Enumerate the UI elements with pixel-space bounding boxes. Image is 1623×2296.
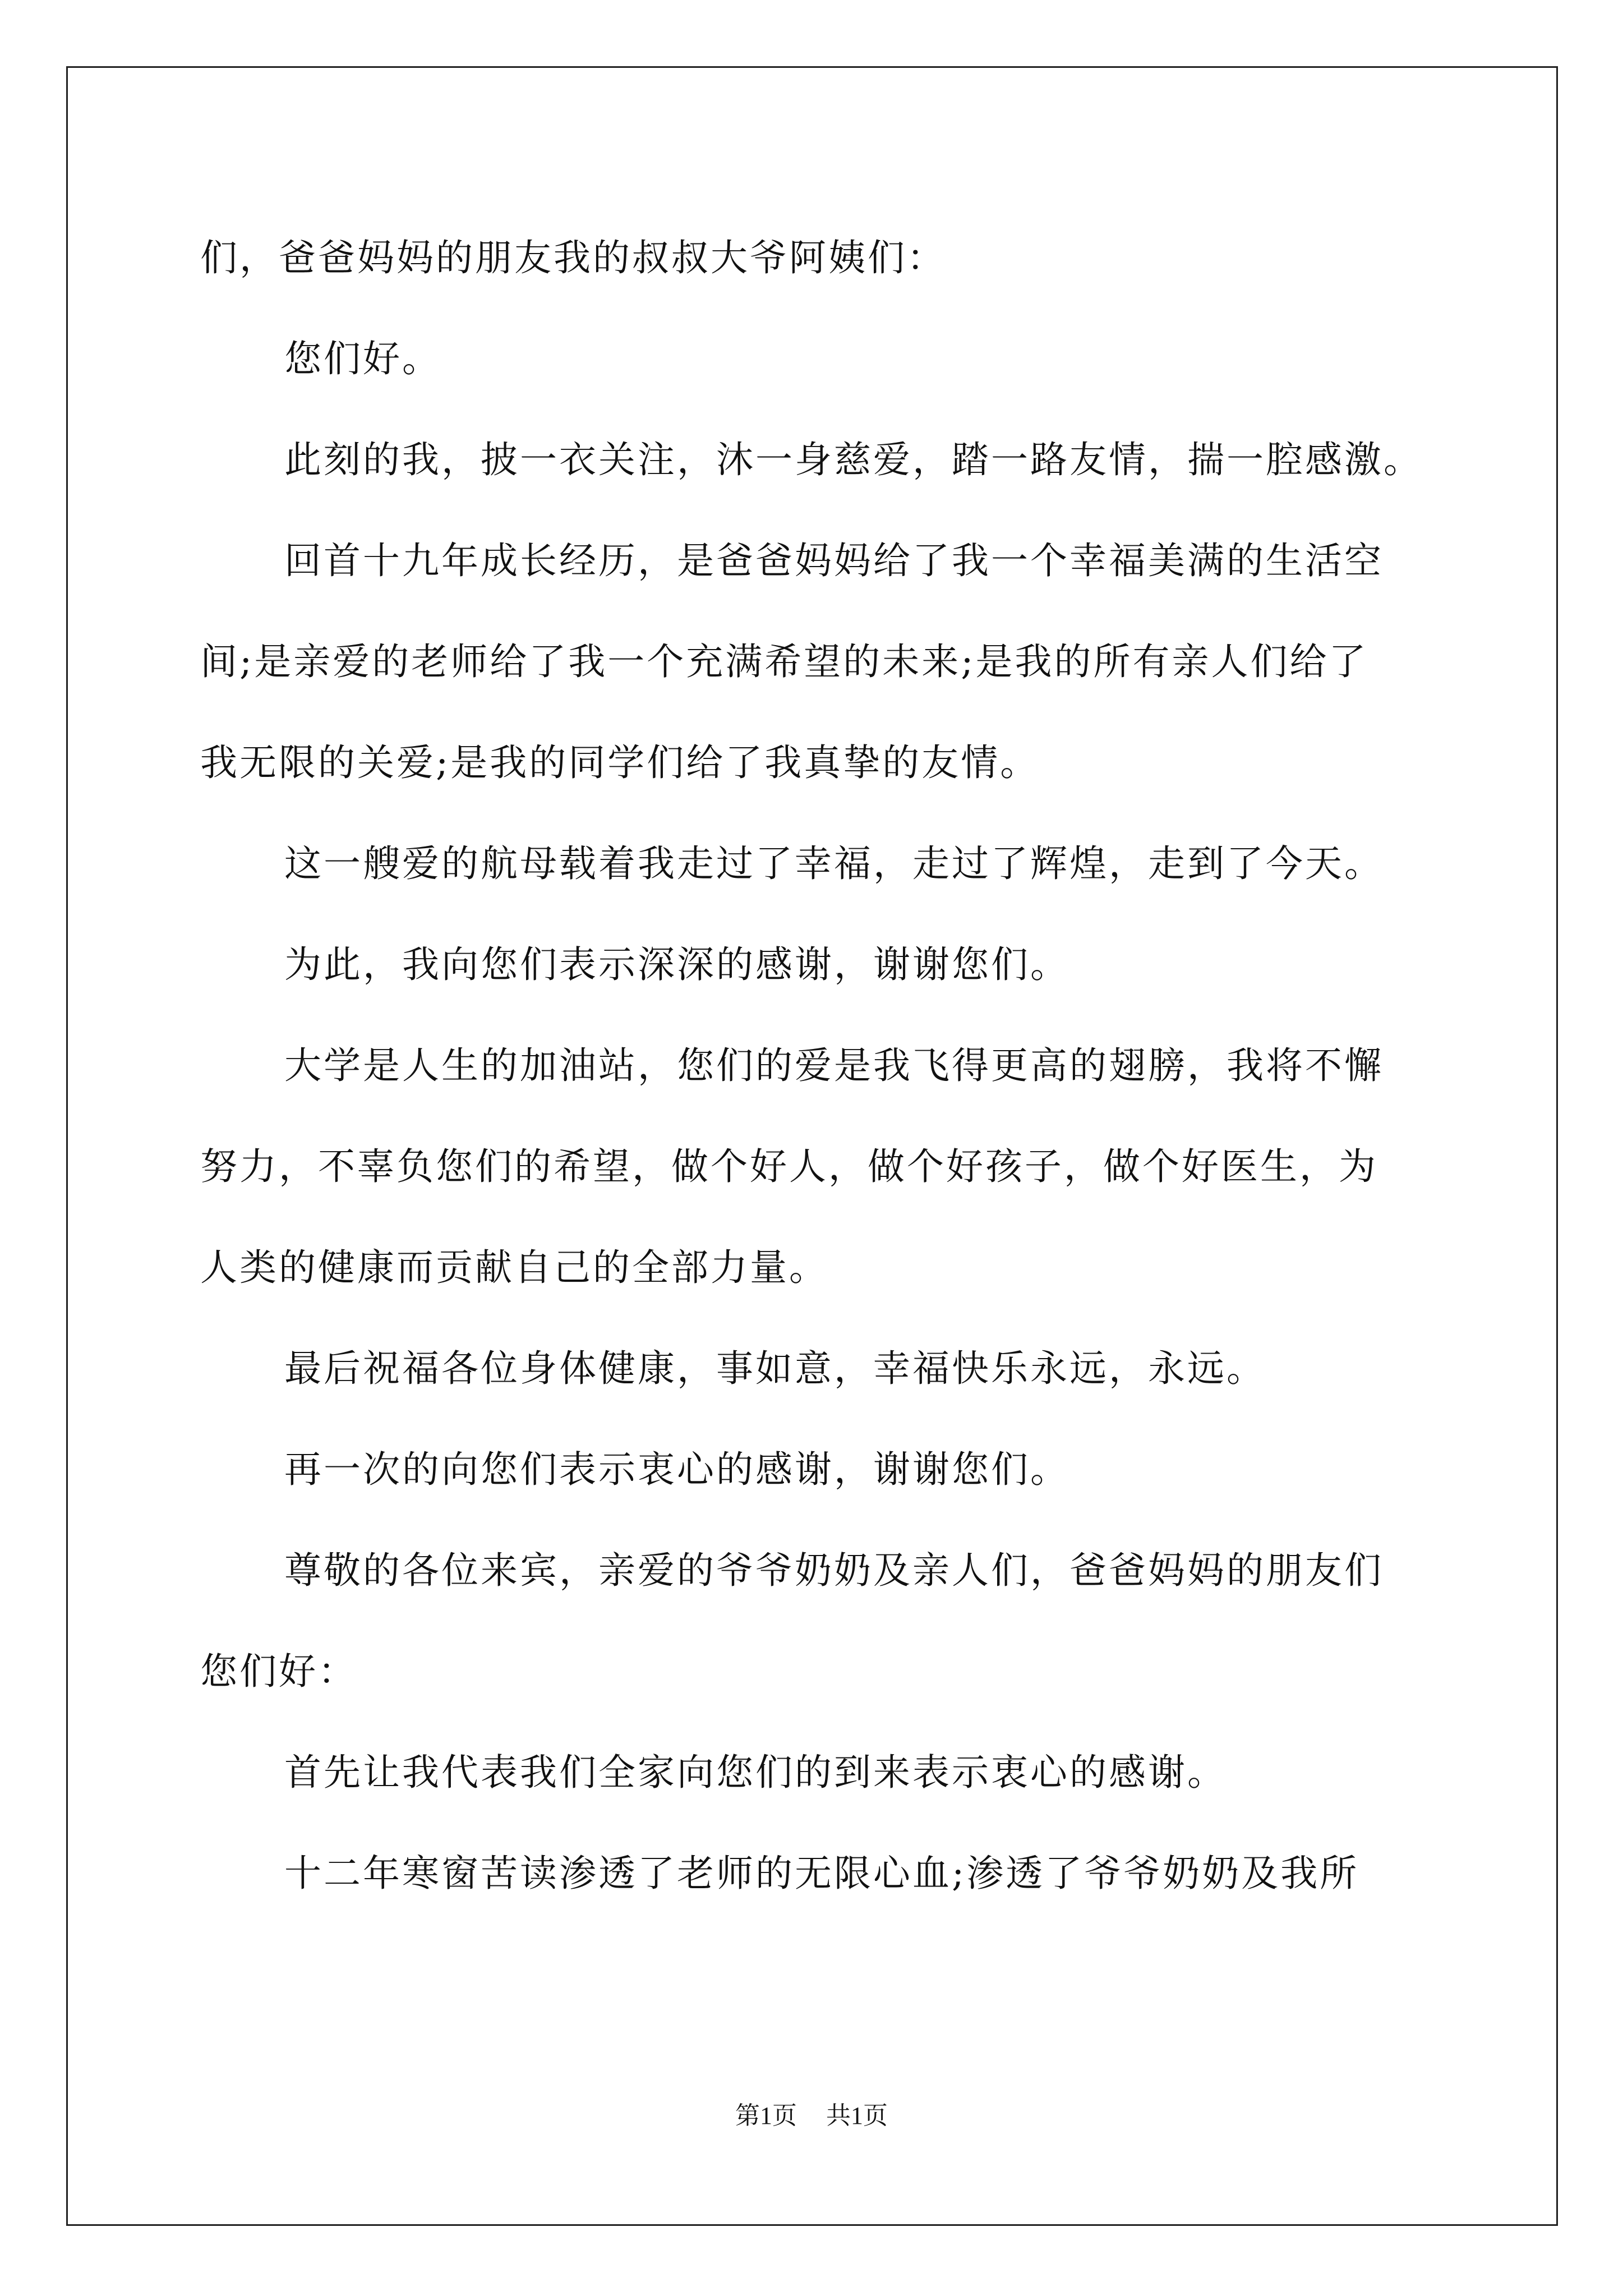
text-line-10: 努力，不辜负您们的希望，做个好人，做个好孩子，做个好医生，为	[200, 1145, 1378, 1188]
text-line-13: 再一次的向您们表示衷心的感谢，谢谢您们。	[284, 1448, 1069, 1491]
text-line-1: 们，爸爸妈妈的朋友我的叔叔大爷阿姨们：	[200, 236, 946, 279]
text-line-8: 为此，我向您们表示深深的感谢，谢谢您们。	[284, 943, 1069, 986]
text-line-15: 您们好：	[200, 1650, 357, 1693]
text-line-16: 首先让我代表我们全家向您们的到来表示衷心的感谢。	[284, 1751, 1227, 1794]
text-line-9: 大学是人生的加油站，您们的爱是我飞得更高的翅膀，我将不懈	[284, 1044, 1384, 1087]
text-line-3: 此刻的我，披一衣关注，沐一身慈爱，踏一路友情，揣一腔感激。	[284, 438, 1423, 481]
text-line-7: 这一艘爱的航母载着我走过了幸福，走过了辉煌，走到了今天。	[284, 842, 1384, 885]
text-line-2: 您们好。	[284, 337, 441, 380]
text-line-14: 尊敬的各位来宾，亲爱的爷爷奶奶及亲人们，爸爸妈妈的朋友们	[284, 1549, 1384, 1592]
text-line-11: 人类的健康而贡献自己的全部力量。	[200, 1246, 828, 1289]
page-number-current: 第1页	[735, 2102, 797, 2129]
text-line-17: 十二年寒窗苦读渗透了老师的无限心血;渗透了爷爷奶奶及我所	[284, 1852, 1359, 1895]
page-footer	[0, 2095, 1623, 2131]
page-number-total: 共1页	[826, 2102, 888, 2129]
text-line-5: 间;是亲爱的老师给了我一个充满希望的未来;是我的所有亲人们给了	[200, 640, 1368, 683]
document-body	[200, 208, 1434, 1924]
text-line-6: 我无限的关爱;是我的同学们给了我真挚的友情。	[200, 741, 1040, 784]
text-line-12: 最后祝福各位身体健康，事如意，幸福快乐永远，永远。	[284, 1347, 1266, 1390]
text-line-4: 回首十九年成长经历，是爸爸妈妈给了我一个幸福美满的生活空	[284, 539, 1384, 582]
